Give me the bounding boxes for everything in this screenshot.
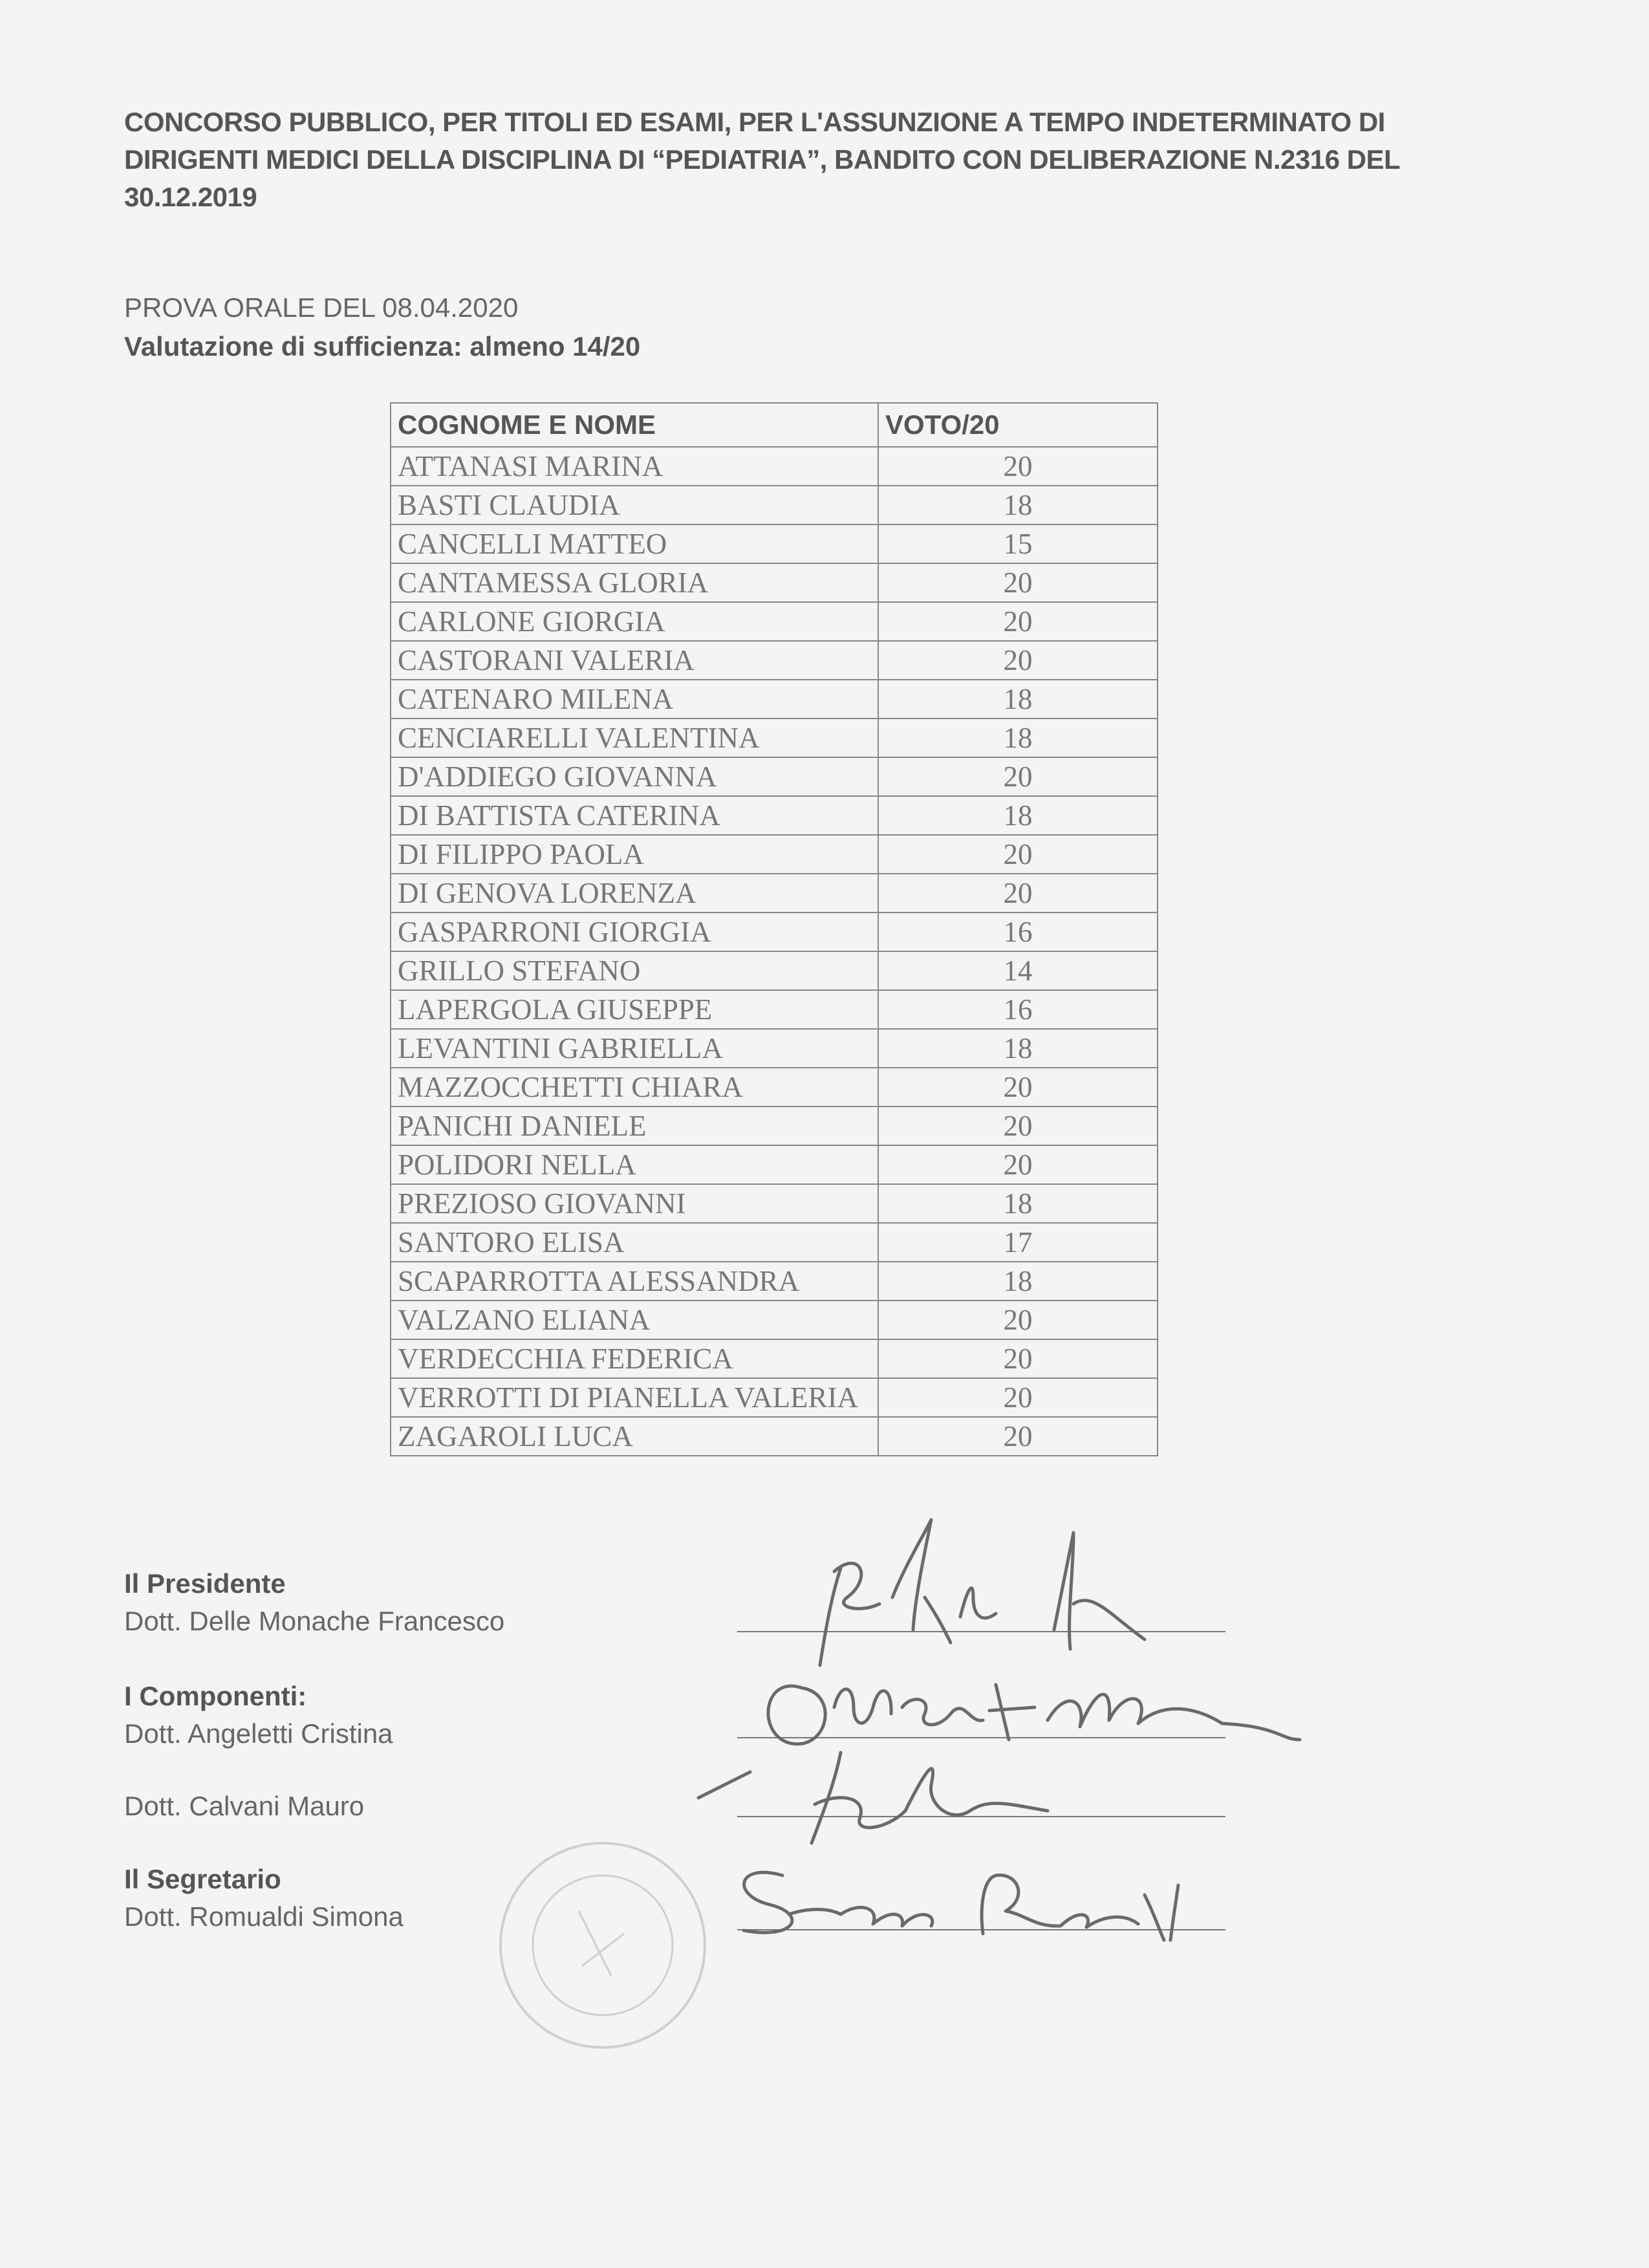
secretary-name: Dott. Romualdi Simona	[124, 1901, 404, 1932]
document-title-line: CONCORSO PUBBLICO, PER TITOLI ED ESAMI, PER L'ASSUNZIONE A TEMPO INDETERMINATO DI	[124, 107, 1385, 137]
candidate-name: PREZIOSO GIOVANNI	[391, 1184, 878, 1223]
candidate-name: ATTANASI MARINA	[391, 447, 878, 486]
candidate-score: 20	[878, 447, 1158, 486]
candidate-score: 17	[878, 1223, 1158, 1262]
candidate-name: D'ADDIEGO GIOVANNA	[391, 757, 878, 796]
candidate-name: SANTORO ELISA	[391, 1223, 878, 1262]
candidate-score: 20	[878, 1068, 1158, 1107]
candidate-name: ZAGAROLI LUCA	[391, 1417, 878, 1456]
candidate-name: MAZZOCCHETTI CHIARA	[391, 1068, 878, 1107]
candidate-name: CATENARO MILENA	[391, 680, 878, 718]
candidate-name: VERDECCHIA FEDERICA	[391, 1339, 878, 1378]
candidate-score: 20	[878, 1145, 1158, 1184]
president-signature	[820, 1520, 1145, 1665]
column-header-score: VOTO/20	[878, 403, 1158, 447]
president-role: Il Presidente	[124, 1568, 286, 1599]
candidate-score: 20	[878, 874, 1158, 913]
secretary-signature	[744, 1872, 1178, 1940]
candidate-name: CARLONE GIORGIA	[391, 602, 878, 641]
candidate-score: 18	[878, 680, 1158, 718]
candidate-name: DI GENOVA LORENZA	[391, 874, 878, 913]
candidate-score: 18	[878, 1029, 1158, 1068]
document-title-line: DIRIGENTI MEDICI DELLA DISCIPLINA DI “PEDIATRIA”, BANDITO CON DELIBERAZIONE N.2316 DEL	[124, 144, 1401, 175]
candidate-name: VALZANO ELIANA	[391, 1301, 878, 1339]
candidate-name: CANCELLI MATTEO	[391, 524, 878, 563]
secretary-role: Il Segretario	[124, 1864, 281, 1894]
candidate-score: 20	[878, 1417, 1158, 1456]
candidate-score: 20	[878, 1107, 1158, 1145]
candidate-score: 20	[878, 641, 1158, 680]
president-name: Dott. Delle Monache Francesco	[124, 1606, 505, 1636]
candidate-name: DI BATTISTA CATERINA	[391, 796, 878, 835]
member-1-signature	[768, 1685, 1300, 1744]
candidate-name: DI FILIPPO PAOLA	[391, 835, 878, 874]
candidate-name: CASTORANI VALERIA	[391, 641, 878, 680]
candidate-score: 18	[878, 796, 1158, 835]
candidate-score: 14	[878, 951, 1158, 990]
candidate-score: 16	[878, 990, 1158, 1029]
candidate-name: VERROTTI DI PIANELLA VALERIA	[391, 1378, 878, 1417]
candidate-score: 16	[878, 913, 1158, 951]
candidate-name: GRILLO STEFANO	[391, 951, 878, 990]
candidate-score: 20	[878, 835, 1158, 874]
document-title-line: 30.12.2019	[124, 182, 257, 212]
candidate-name: PANICHI DANIELE	[391, 1107, 878, 1145]
candidate-score: 18	[878, 1184, 1158, 1223]
column-header-name: COGNOME E NOME	[391, 403, 878, 447]
candidate-score: 20	[878, 563, 1158, 602]
member-2-name: Dott. Calvani Mauro	[124, 1791, 365, 1821]
candidate-score: 20	[878, 1339, 1158, 1378]
candidate-score: 18	[878, 486, 1158, 524]
candidate-score: 15	[878, 524, 1158, 563]
pass-threshold-label: Valutazione di sufficienza: almeno 14/20	[124, 331, 641, 362]
candidate-score: 18	[878, 718, 1158, 757]
member-1-name: Dott. Angeletti Cristina	[124, 1718, 393, 1749]
candidate-name: SCAPARROTTA ALESSANDRA	[391, 1262, 878, 1301]
candidate-name: POLIDORI NELLA	[391, 1145, 878, 1184]
candidate-name: CENCIARELLI VALENTINA	[391, 718, 878, 757]
candidate-score: 20	[878, 1301, 1158, 1339]
candidate-score: 20	[878, 1378, 1158, 1417]
candidate-name: LAPERGOLA GIUSEPPE	[391, 990, 878, 1029]
candidate-score: 20	[878, 757, 1158, 796]
candidate-name: BASTI CLAUDIA	[391, 486, 878, 524]
candidate-score: 20	[878, 602, 1158, 641]
candidate-name: LEVANTINI GABRIELLA	[391, 1029, 878, 1068]
candidate-name: GASPARRONI GIORGIA	[391, 913, 878, 951]
members-role: I Componenti:	[124, 1681, 307, 1711]
official-stamp	[501, 1843, 705, 2047]
candidate-score: 18	[878, 1262, 1158, 1301]
exam-date-label: PROVA ORALE DEL 08.04.2020	[124, 292, 519, 323]
member-2-signature	[698, 1753, 1048, 1843]
candidate-name: CANTAMESSA GLORIA	[391, 563, 878, 602]
